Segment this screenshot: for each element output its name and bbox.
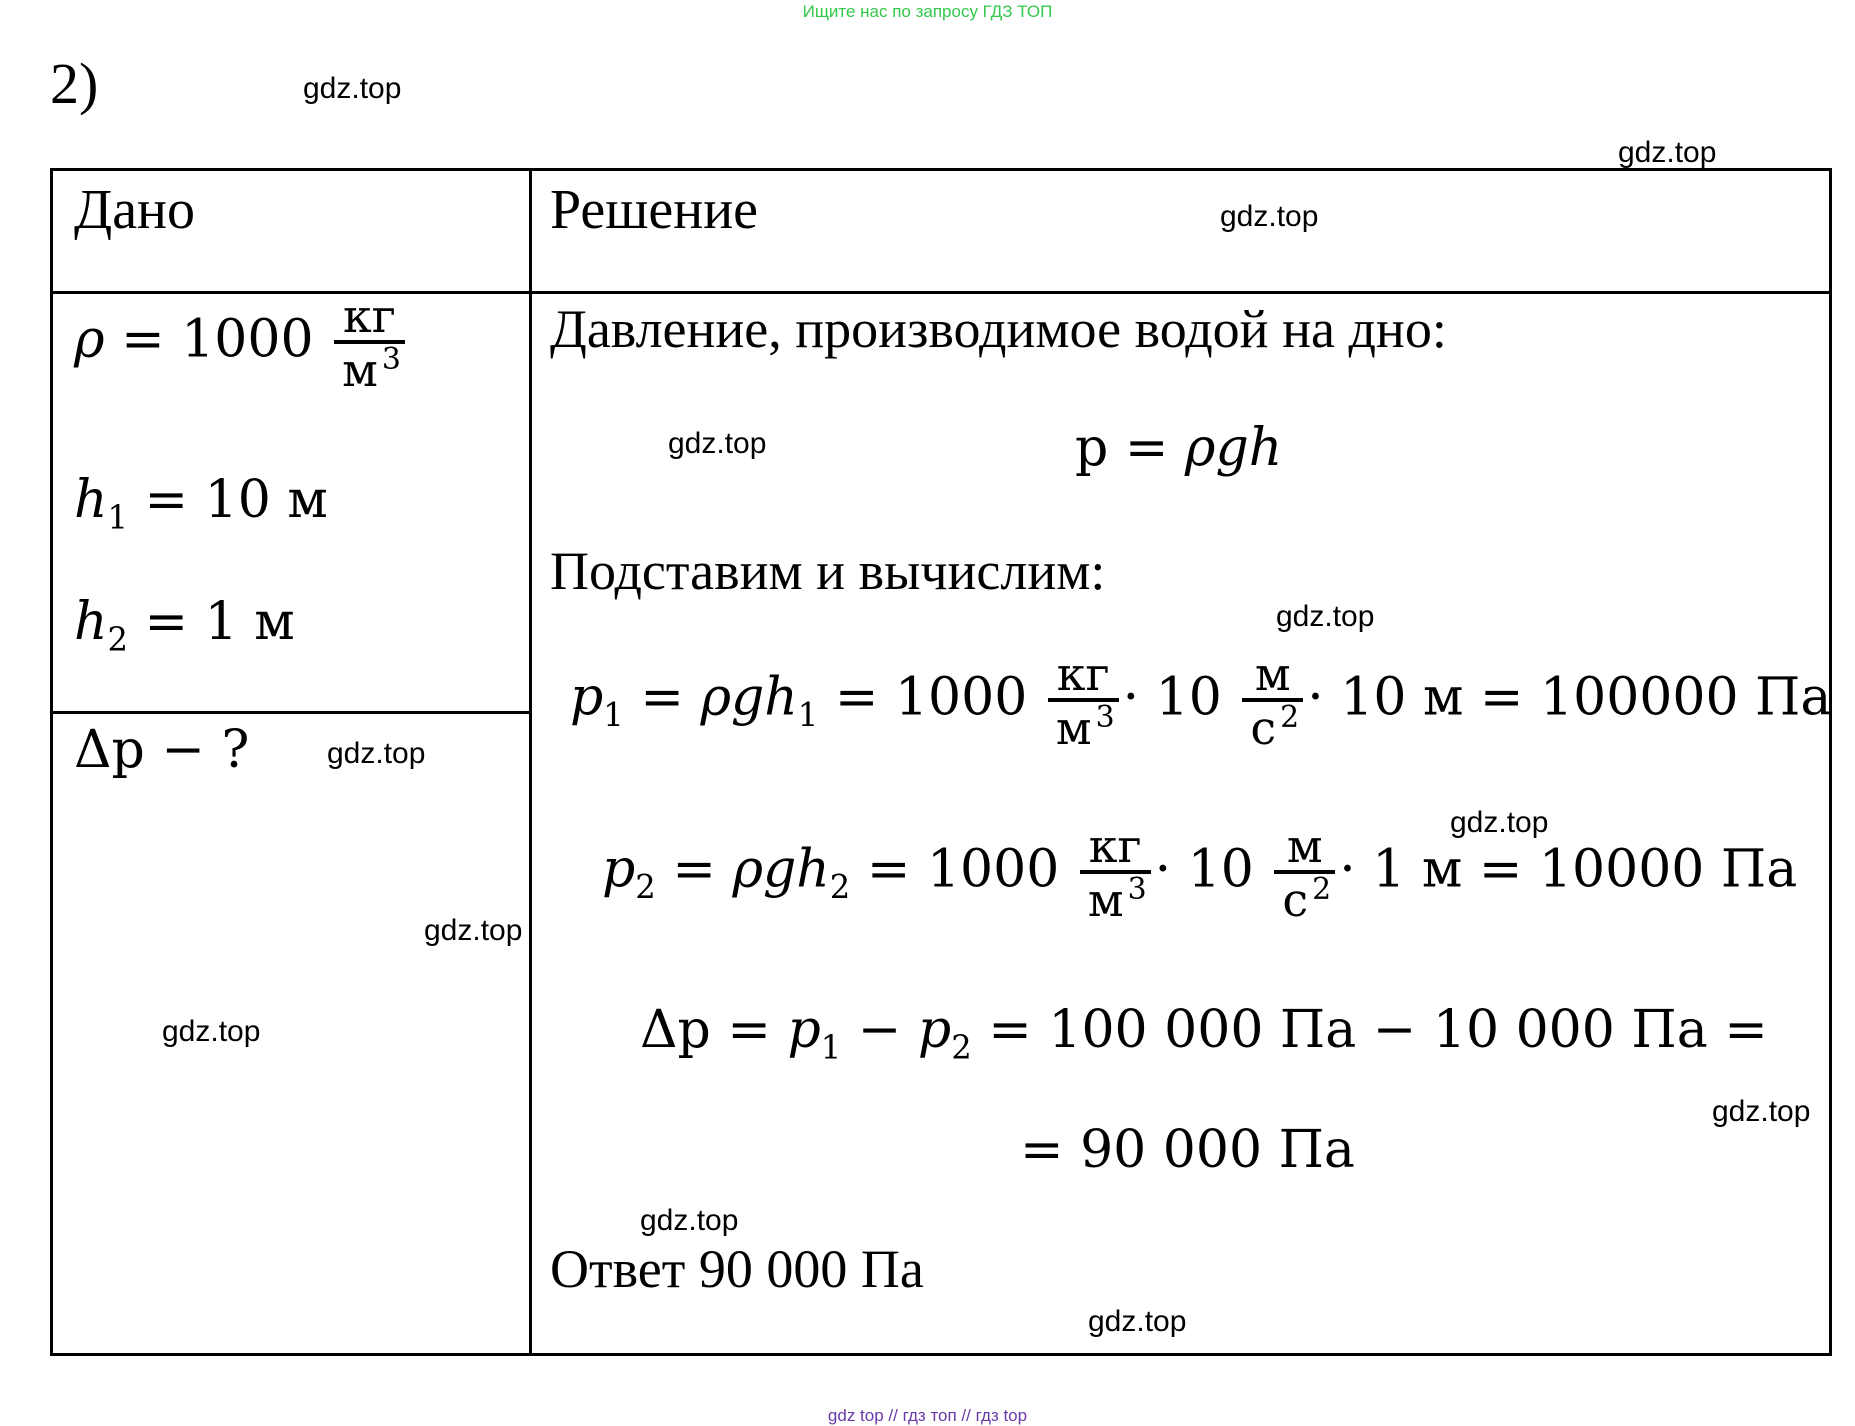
p2-result: · 1 м = 10000 Па <box>1339 839 1798 900</box>
unit-power: 3 <box>381 342 401 378</box>
solution-line-pressure: Давление, производимое водой на дно: <box>550 299 1447 359</box>
problem-number: 2) <box>50 51 99 116</box>
unit-pow3: 3 <box>1127 872 1147 908</box>
unit-s: с <box>1250 700 1277 755</box>
unit-m-num: м <box>1254 647 1291 701</box>
given-h1 <box>74 470 328 536</box>
dp-lhs: Δp = <box>640 1000 788 1060</box>
p2-g-value: · 10 <box>1154 839 1254 900</box>
density-value: = 1000 <box>104 309 314 370</box>
find-quantity: Δp − ? <box>74 720 250 780</box>
rho-symbol: ρ <box>74 309 105 370</box>
p1-density-value: = 1000 <box>818 667 1028 728</box>
h1-value: = 10 м <box>128 470 328 530</box>
given-find-divider <box>53 711 529 714</box>
unit-pow2: 2 <box>1312 872 1332 908</box>
p1-subscript: 1 <box>603 695 624 734</box>
h2-value: = 1 м <box>128 592 295 652</box>
unit-m: м <box>1087 872 1124 927</box>
dp-values: = 100 000 Па − 10 000 Па = <box>971 1000 1768 1060</box>
unit-m: м <box>1055 700 1092 755</box>
column-divider <box>529 171 532 1353</box>
p2-density-unit <box>1080 819 1151 927</box>
watermark: gdz.top <box>1618 136 1717 169</box>
watermark: gdz.top <box>424 914 523 947</box>
p1-g-unit <box>1242 647 1303 755</box>
dp-minus: − <box>841 1000 918 1060</box>
unit-kg: кг <box>1056 647 1110 701</box>
top-banner: Ищите нас по запросу ГДЗ ТОП <box>802 2 1053 21</box>
given-header: Дано <box>74 179 196 241</box>
watermark: gdz.top <box>162 1015 261 1048</box>
footer-links: gdz top // гдз топ // гдз top <box>827 1406 1028 1425</box>
watermark: gdz.top <box>327 737 426 770</box>
dp-result: = 90 000 Па <box>1020 1120 1355 1180</box>
unit-pow2: 2 <box>1280 700 1300 736</box>
watermark: gdz.top <box>1088 1305 1187 1338</box>
p1-formula-subscript: 1 <box>797 695 819 734</box>
p2-subscript: 2 <box>635 867 656 906</box>
p1-symbol: p <box>570 667 604 728</box>
p2-g-unit <box>1274 819 1335 927</box>
given-density <box>74 289 409 397</box>
p2-formula: = ρgh <box>655 839 830 900</box>
watermark: gdz.top <box>1220 200 1319 233</box>
watermark: gdz.top <box>1712 1095 1811 1128</box>
given-h2 <box>74 592 295 658</box>
answer: Ответ 90 000 Па <box>550 1239 924 1299</box>
watermark: gdz.top <box>1276 600 1375 633</box>
p2-formula-subscript: 2 <box>829 867 851 906</box>
h2-subscript: 2 <box>107 620 129 659</box>
unit-kg: кг <box>1088 819 1142 873</box>
pressure-formula <box>1075 418 1282 478</box>
p2-density-value: = 1000 <box>850 839 1060 900</box>
watermark: gdz.top <box>668 427 767 460</box>
dp-p1-sub: 1 <box>820 1028 842 1067</box>
solution-line-substitute: Подставим и вычислим: <box>550 541 1106 601</box>
formula-rhogh: ρgh <box>1184 418 1283 478</box>
formula-p: p = <box>1075 418 1185 478</box>
dp-p2: p <box>917 1000 952 1060</box>
p1-equation <box>570 647 1832 755</box>
p2-equation <box>602 819 1798 927</box>
h2-symbol: h <box>74 592 108 652</box>
p1-density-unit <box>1048 647 1119 755</box>
h1-symbol: h <box>74 470 108 530</box>
p2-symbol: p <box>602 839 636 900</box>
dp-p2-sub: 2 <box>951 1028 972 1067</box>
dp-p1: p <box>787 1000 821 1060</box>
h1-subscript: 1 <box>107 498 129 537</box>
dp-equation <box>640 1000 1768 1066</box>
watermark: gdz.top <box>303 72 402 105</box>
unit-denominator: м <box>342 342 378 397</box>
p1-g-value: · 10 <box>1122 667 1222 728</box>
p1-formula: = ρgh <box>623 667 798 728</box>
solution-header: Решение <box>550 179 759 241</box>
p1-result: · 10 м = 100000 Па <box>1307 667 1832 728</box>
unit-m-num: м <box>1286 819 1323 873</box>
watermark: gdz.top <box>1450 806 1549 839</box>
unit-numerator: кг <box>343 289 396 343</box>
unit-s: с <box>1282 872 1309 927</box>
unit-pow3: 3 <box>1095 700 1115 736</box>
density-unit <box>334 289 405 397</box>
watermark: gdz.top <box>640 1204 739 1237</box>
